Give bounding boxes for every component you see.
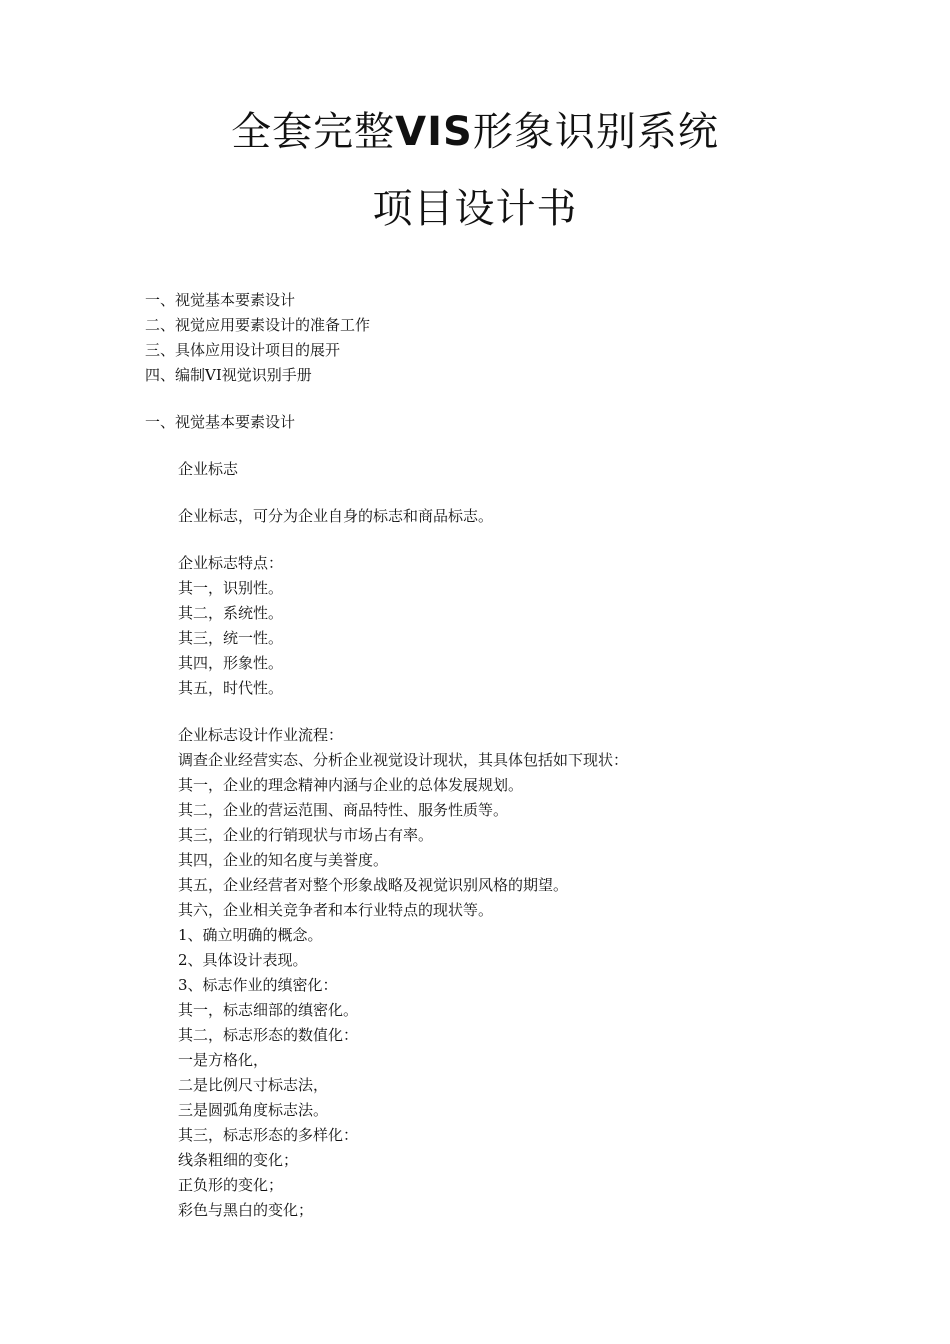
text-line: 其五，企业经营者对整个形象战略及视觉识别风格的期望。: [178, 876, 569, 894]
table-of-contents: [145, 288, 370, 388]
subheading: 企业标志: [178, 460, 239, 478]
text-line: 其一，识别性。: [178, 579, 284, 597]
text-line: 调查企业经营实态、分析企业视觉设计现状，其具体包括如下现状：: [178, 751, 629, 769]
title-suffix: 形象识别系统: [472, 109, 719, 155]
text-line: 其五，时代性。: [178, 679, 284, 697]
text-line: 正负形的变化；: [178, 1176, 284, 1194]
paragraph: 企业标志，可分为企业自身的标志和商品标志。: [178, 507, 494, 525]
text-line: 其二，系统性。: [178, 604, 284, 622]
text-line: 1、确立明确的概念。: [178, 926, 323, 944]
text-line: 其三，标志形态的多样化：: [178, 1126, 359, 1144]
text-line: 彩色与黑白的变化；: [178, 1201, 314, 1219]
section-heading: 一、视觉基本要素设计: [145, 413, 296, 431]
document-title-line1: [0, 108, 950, 156]
text-line: 其二，标志形态的数值化：: [178, 1026, 359, 1044]
toc-item: 四、编制VI视觉识别手册: [145, 366, 312, 384]
title-prefix: 全套完整: [231, 109, 396, 155]
text-line: 其三，企业的行销现状与市场占有率。: [178, 826, 434, 844]
text-line: 三是圆弧角度标志法。: [178, 1101, 329, 1119]
intro-block: [178, 504, 493, 529]
text-line: 其六，企业相关竞争者和本行业特点的现状等。: [178, 901, 494, 919]
text-line: 其一，企业的理念精神内涵与企业的总体发展规划。: [178, 776, 524, 794]
text-line: 企业标志特点：: [178, 554, 284, 572]
text-line: 一是方格化，: [178, 1051, 269, 1069]
process-block: [178, 723, 628, 1223]
text-line: 3、标志作业的缜密化：: [178, 976, 338, 994]
title-vis-abbrev: VIS: [395, 109, 473, 155]
text-line: 其四，企业的知名度与美誉度。: [178, 851, 389, 869]
toc-item: 一、视觉基本要素设计: [145, 291, 296, 309]
text-line: 二是比例尺寸标志法，: [178, 1076, 329, 1094]
text-line: 企业标志设计作业流程：: [178, 726, 344, 744]
toc-item: 二、视觉应用要素设计的准备工作: [145, 316, 371, 334]
features-block: [178, 551, 283, 701]
text-line: 其三，统一性。: [178, 629, 284, 647]
toc-item: 三、具体应用设计项目的展开: [145, 341, 341, 359]
subheading-block: [178, 457, 238, 482]
text-line: 2、具体设计表现。: [178, 951, 308, 969]
text-line: 线条粗细的变化；: [178, 1151, 299, 1169]
document-title-line2: 项目设计书: [372, 186, 578, 232]
text-line: 其四，形象性。: [178, 654, 284, 672]
text-line: 其一，标志细部的缜密化。: [178, 1001, 359, 1019]
text-line: 其二，企业的营运范围、商品特性、服务性质等。: [178, 801, 509, 819]
